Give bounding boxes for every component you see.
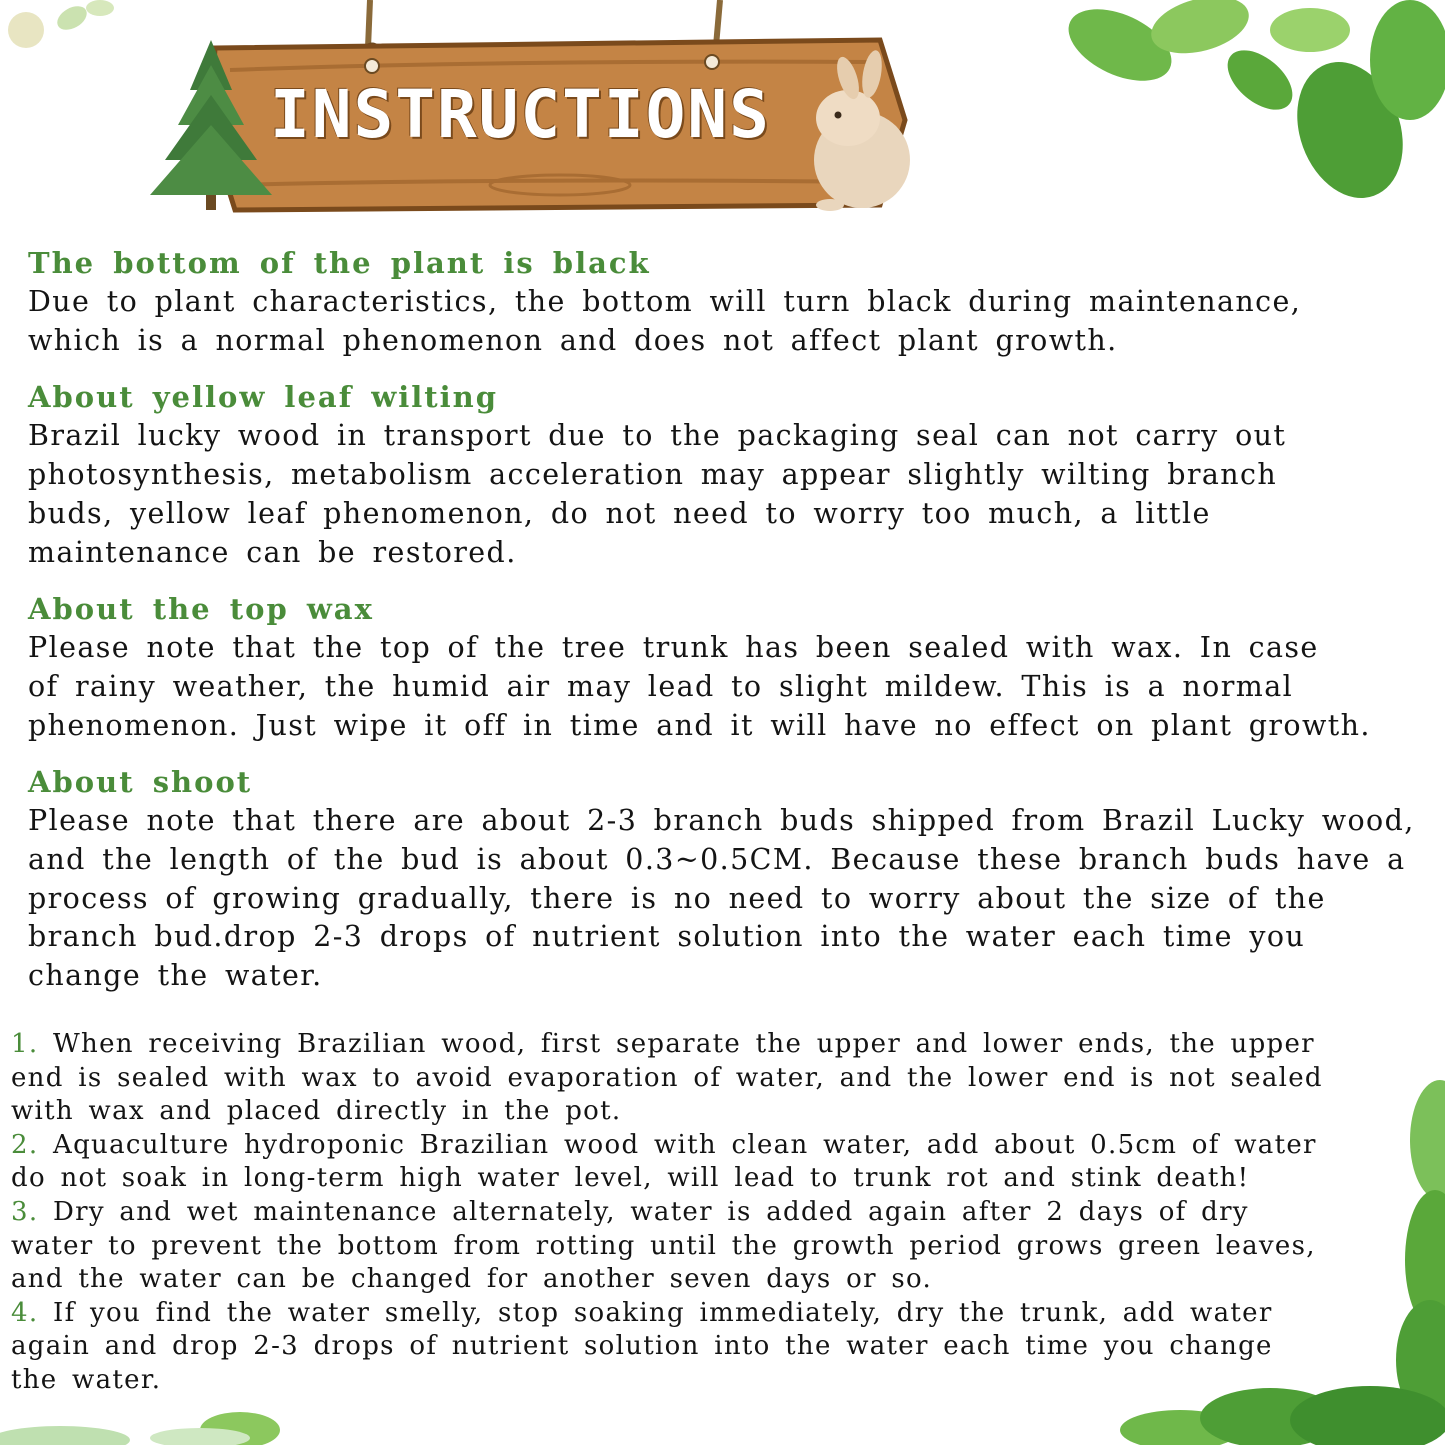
- section-line: and the length of the bud is about 0.3~0.5CM. Because these branch buds have a: [28, 843, 1406, 877]
- section-shoot: [28, 763, 1438, 996]
- step-4-line: again and drop 2-3 drops of nutrient solution into the water each time you change: [11, 1331, 1273, 1362]
- step-number: 2.: [11, 1129, 39, 1160]
- section-line: Due to plant characteristics, the bottom will turn black during maintenance,: [28, 285, 1302, 318]
- section-line: change the water.: [28, 959, 323, 993]
- step-3-line: [11, 1196, 1436, 1230]
- step-text: Dry and wet maintenance alternately, water is added again after 2 days of dry: [53, 1196, 1249, 1227]
- section-line: of rainy weather, the humid air may lead to slight mildew. This is a normal: [28, 669, 1294, 703]
- step-1-line: with wax and placed directly in the pot.: [11, 1096, 622, 1127]
- step-2-line: [11, 1129, 1436, 1163]
- page-title: INSTRUCTIONS: [270, 76, 771, 153]
- section-line: branch bud.drop 2-3 drops of nutrient solution into the water each time you: [28, 920, 1306, 954]
- step-number: 1.: [11, 1029, 39, 1059]
- section-heading: The bottom of the plant is black: [28, 246, 651, 280]
- top-left-leaves-icon: [8, 0, 114, 48]
- step-4-line: [11, 1297, 1436, 1331]
- section-line: which is a normal phenomenon and does not affect plant growth.: [28, 323, 1118, 357]
- top-right-leaves-icon: [1057, 0, 1445, 213]
- step-1-line: [11, 1028, 1436, 1062]
- numbered-steps: [11, 1028, 1436, 1398]
- step-1-line: end is sealed with wax to avoid evaporation of water, and the lower end is not sealed: [11, 1062, 1323, 1093]
- step-number: 3.: [11, 1196, 39, 1227]
- step-text: When receiving Brazilian wood, first separate the upper and lower ends, the upper: [53, 1029, 1315, 1059]
- step-3-line: and the water can be changed for another seven days or so.: [11, 1264, 933, 1295]
- step-4-line: the water.: [11, 1364, 162, 1395]
- section-heading: About shoot: [28, 765, 253, 800]
- section-line: photosynthesis, metabolism acceleration may appear slightly wilting branch: [28, 458, 1278, 492]
- step-2-line: do not soak in long-term high water level, will lead to trunk rot and stink death!: [11, 1163, 1250, 1194]
- section-heading: About the top wax: [28, 592, 374, 627]
- step-3-line: water to prevent the bottom from rotting until the growth period grows green leaves,: [11, 1230, 1316, 1261]
- section-bottom-black: [28, 244, 1438, 360]
- section-line: phenomenon. Just wipe it off in time and it will have no effect on plant growth.: [28, 708, 1371, 742]
- step-number: 4.: [11, 1297, 39, 1328]
- step-text: If you find the water smelly, stop soaking immediately, dry the trunk, add water: [53, 1297, 1273, 1328]
- faq-sections: [28, 244, 1438, 1014]
- section-line: process of growing gradually, there is no need to worry about the size of the: [28, 881, 1326, 915]
- section-line: Please note that the top of the tree trunk has been sealed with wax. In case: [28, 631, 1319, 665]
- section-line: Please note that there are about 2-3 branch buds shipped from Brazil Lucky wood,: [28, 804, 1415, 838]
- section-top-wax: [28, 590, 1438, 745]
- section-line: Brazil lucky wood in transport due to the packaging seal can not carry out: [28, 419, 1287, 453]
- section-yellow-leaf: [28, 378, 1438, 572]
- section-line: buds, yellow leaf phenomenon, do not need to worry too much, a little: [28, 496, 1211, 530]
- section-heading: About yellow leaf wilting: [28, 380, 499, 415]
- section-line: maintenance can be restored.: [28, 535, 517, 569]
- step-text: Aquaculture hydroponic Brazilian wood with clean water, add about 0.5cm of water: [53, 1129, 1317, 1160]
